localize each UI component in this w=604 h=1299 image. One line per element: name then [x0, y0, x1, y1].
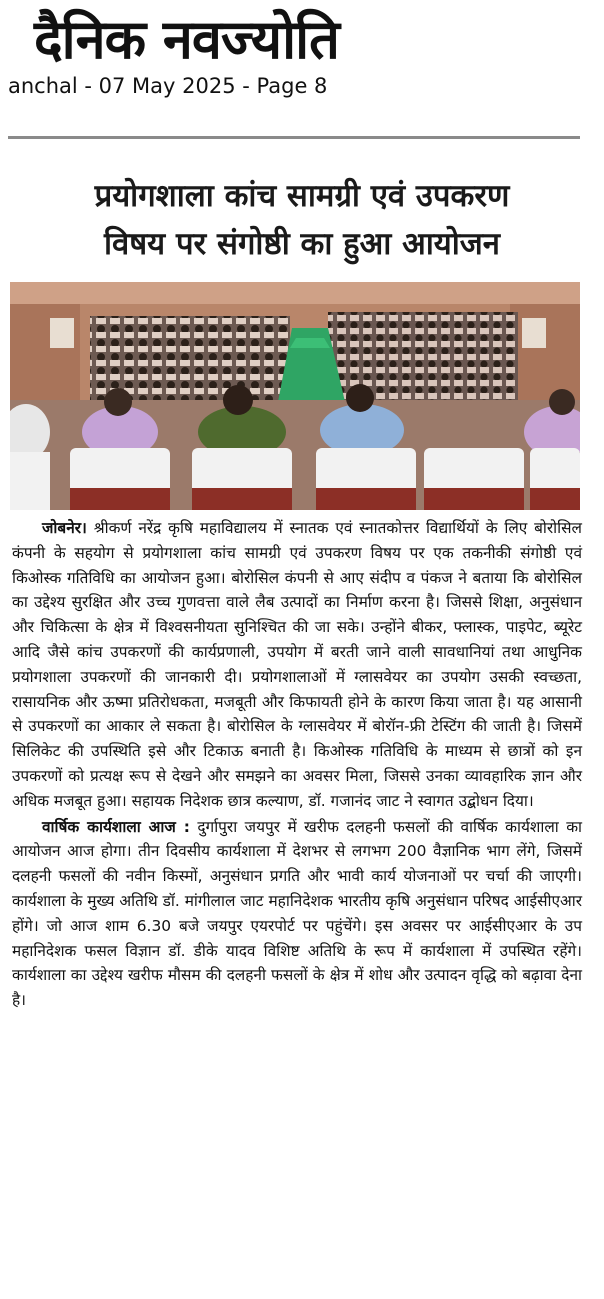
paragraph-1: [12, 516, 582, 814]
article-body: [12, 516, 582, 1013]
subhead: वार्षिक कार्यशाला आज :: [42, 817, 190, 836]
masthead-divider: [8, 136, 580, 139]
headline-line-2: विषय पर संगोष्ठी का हुआ आयोजन: [103, 226, 500, 262]
paragraph-1-text: श्रीकर्ण नरेंद्र कृषि महाविद्यालय में स्नातक एवं स्नातकोत्तर विद्यार्थियों के लिए बोरोसिल कंपनी के सहयोग से प्रयोगशाला कांच सामग्री एवं उपकरण विषय पर एक तकनीकी संगोष्ठी एवं किओस्क गतिविधि का आयोजन हुआ। बोरोसिल कंपनी से आए संदीप व पंकज ने बताया कि बोरोसिल का उद्देश्य सुरक्षित और उच्च गुणवत्ता वाले लैब उत्पादों का निर्माण करना है। जिससे शिक्षा, अनुसंधान और चिकित्सा के क्षेत्र में विश्वसनीयता सुनिश्चित की जा सके। उन्होंने बीकर, फ्लास्क, पाइपेट, ब्यूरेट आदि जैसे कांच उपकरणों की कार्यप्रणाली, उपयोग में बरती जाने वाली सावधानियां तथा आधुनिक प्रयोगशाला उपकरणों की जानकारी दी। प्रयोगशालाओं में ग्लासवेयर का उपयोग उसकी स्वच्छता, रासायनिक और ऊष्मा प्रतिरोधकता, मजबूती और किफायती होने के कारण किया जाता है। यह आसानी से उपकरणों का आकार ले सकता है। बोरोसिल के ग्लासवेयर में बोरॉन-फ्री टेस्टिंग की जाती है। जिसमें सिलिकेट की उपस्थिति इसे और टिकाऊ बनाती है। किओस्क गतिविधि के माध्यम से छात्रों को इन उपकरणों को प्रत्यक्ष रूप से देखने और समझने का अवसर मिला, जिससे उनका व्यावहारिक ज्ञान और अधिक मजबूत हुआ। सहायक निदेशक छात्र कल्याण, डॉ. गजानंद जाट ने स्वागत उद्बोधन दिया।: [12, 519, 582, 810]
seminar-hall-photo: [10, 282, 580, 510]
masthead: [8, 8, 596, 100]
edition-line: anchal - 07 May 2025 - Page 8: [8, 74, 328, 98]
article-photo: [10, 282, 580, 510]
headline-line-1: प्रयोगशाला कांच सामग्री एवं उपकरण: [94, 178, 510, 214]
paragraph-2: [12, 815, 582, 1013]
paragraph-2-text: दुर्गापुरा जयपुर में खरीफ दलहनी फसलों की वार्षिक कार्यशाला का आयोजन आज होगा। तीन दिवसीय कार्यशाला में देशभर से लगभग 200 वैज्ञानिक भाग लेंगे, जिसमें दलहनी फसलों की नवीन किस्मों, अनुसंधान प्रगति और भावी कार्य योजनाओं पर चर्चा की जाएगी। कार्यशाला के मुख्य अतिथि डॉ. मांगीलाल जाट महानिदेशक भारतीय कृषि अनुसंधान परिषद आईसीएआर होंगे। जो आज शाम 6.30 बजे जयपुर एयरपोर्ट पर पहुंचेंगे। इस अवसर पर आईसीएआर के उप महानिदेशक फसल विज्ञान डॉ. डीके यादव विशिष्ट अतिथि के रूप में कार्यशाला में उपस्थित रहेंगे। कार्यशाला का उद्देश्य खरीफ मौसम की दलहनी फसलों के क्षेत्र में शोध और उत्पादन वृद्धि को बढ़ावा देना है।: [12, 817, 583, 1010]
newspaper-name: दैनिक नवज्योति: [34, 8, 339, 71]
dateline: जोबनेर।: [42, 519, 87, 537]
article-headline: [14, 172, 590, 268]
